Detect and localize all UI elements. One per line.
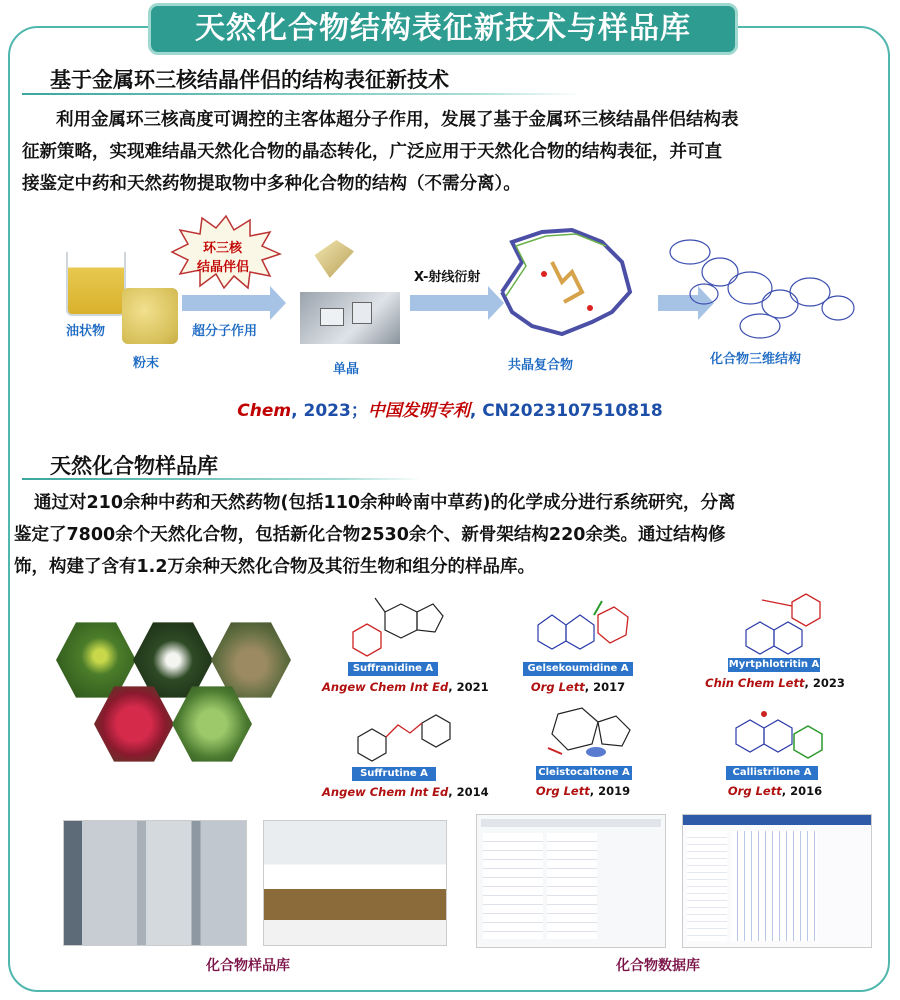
compound-structure-4 — [352, 703, 456, 763]
compound-4-name: Suffrutine A — [352, 767, 436, 781]
compound-3-name: Myrtphlotritin A — [728, 659, 820, 670]
compound-3-journal: Chin Chem Lett — [705, 676, 805, 690]
burst-line1: 环三核 — [203, 241, 243, 256]
compound-structure-1 — [345, 592, 445, 660]
cocrystal-image — [492, 222, 640, 342]
oil-label: 油状物 — [66, 324, 106, 339]
crystal-label: 单晶 — [333, 362, 360, 377]
compound-structure-5 — [538, 704, 638, 764]
compound-2-journal: Org Lett — [530, 680, 585, 694]
section1-line-1: 利用金属环三核高度可调控的主客体超分子作用，发展了基于金属环三核结晶伴侣结构表 — [56, 110, 739, 130]
database-caption: 化合物数据库 — [616, 958, 700, 974]
compound-2-year: , 2017 — [584, 680, 626, 694]
oil-beaker-image — [66, 252, 126, 316]
section1-line-3: 接鉴定中药和天然药物提取物中多种化合物的结构（不需分离）。 — [22, 174, 521, 194]
citation-patent: 中国发明专利 — [367, 401, 470, 421]
compound-6-ref — [700, 784, 850, 798]
citation — [0, 396, 900, 421]
section2-paragraph — [14, 487, 890, 583]
citation-journal: Chem — [237, 401, 292, 421]
xray-label: X-射线衍射 — [414, 270, 481, 285]
sample-library-caption: 化合物样品库 — [206, 958, 290, 974]
compound-1-name: Suffranidine A — [348, 662, 438, 676]
vials-photo — [263, 820, 447, 946]
compound-1-journal: Angew Chem Int Ed — [322, 680, 449, 694]
structure-3d-image — [660, 232, 860, 342]
supramolecular-label: 超分子作用 — [192, 324, 258, 339]
section2-line-1: 通过对210余种中药和天然药物(包括110余种岭南中草药)的化学成分进行系统研究，分离 — [34, 493, 736, 513]
compound-5-ref — [528, 784, 638, 798]
compound-4-year: , 2014 — [448, 785, 489, 799]
section2-line-3: 饰，构建了含有1.2万余种天然化合物及其衍生物和组分的样品库。 — [14, 557, 535, 577]
citation-year: , 2023； — [291, 401, 368, 421]
section1-line-2: 征新策略，实现难结晶天然化合物的晶态转化，广泛应用于天然化合物的结构表征，并可直 — [22, 142, 722, 162]
arrow-2 — [410, 295, 488, 311]
freezer-photo — [63, 820, 247, 946]
compound-4-ref — [322, 785, 489, 799]
compound-6-year: , 2016 — [781, 784, 823, 798]
powder-image — [122, 288, 178, 344]
compound-5-name: Cleistocaltone A — [536, 766, 632, 780]
compound-structure-2 — [528, 595, 638, 659]
compound-3-ref — [700, 676, 850, 690]
powder-label: 粉末 — [133, 356, 160, 371]
citation-patent-no: , CN2023107510818 — [469, 401, 663, 421]
section1-title: 基于金属环三核结晶伴侣的结构表征新技术 — [50, 68, 449, 92]
compound-4-journal: Angew Chem Int Ed — [322, 785, 449, 799]
cocrystal-label: 共晶复合物 — [508, 358, 574, 373]
crystal-image — [300, 238, 400, 346]
compound-structure-3 — [732, 592, 842, 658]
burst-line2: 结晶伴侣 — [197, 260, 250, 275]
database-screenshot-1 — [476, 814, 666, 948]
compound-5-year: , 2019 — [589, 784, 631, 798]
compound-1-year: , 2021 — [448, 680, 489, 694]
compound-6-journal: Org Lett — [727, 784, 782, 798]
section1-paragraph — [22, 104, 882, 200]
compound-structure-6 — [728, 704, 838, 764]
section1-underline — [22, 93, 582, 95]
compound-2-ref — [518, 680, 638, 694]
structure-label: 化合物三维结构 — [710, 352, 802, 367]
compound-1-ref — [322, 680, 489, 694]
compound-2-name: Gelsekoumidine A — [523, 662, 633, 676]
section2-line-2: 鉴定了7800余个天然化合物，包括新化合物2530余个、新骨架结构220余类。通过结构修 — [14, 525, 726, 545]
compound-6-name: Callistrilone A — [726, 766, 818, 780]
page-title: 天然化合物结构表征新技术与样品库 — [148, 3, 738, 55]
compound-5-journal: Org Lett — [535, 784, 590, 798]
section2-title: 天然化合物样品库 — [50, 454, 218, 478]
section2-underline — [22, 478, 422, 480]
database-screenshot-2 — [682, 814, 872, 948]
arrow-1 — [182, 295, 270, 311]
compound-3-year: , 2023 — [804, 676, 845, 690]
